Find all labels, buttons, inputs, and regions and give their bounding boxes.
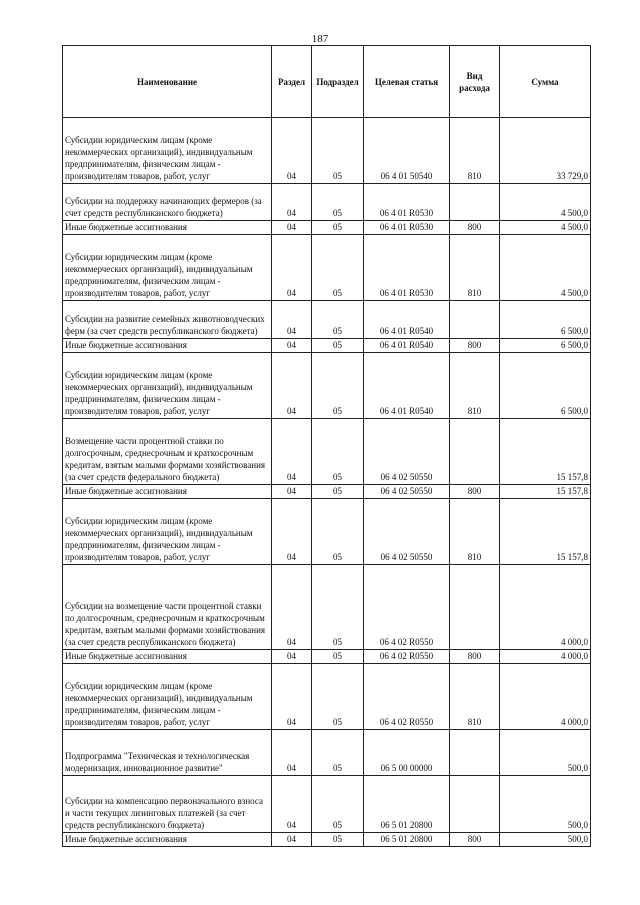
row-expense-type: 810 — [450, 499, 500, 565]
table-row — [63, 419, 591, 485]
row-target: 06 4 01 R0540 — [364, 301, 450, 339]
row-name: Иные бюджетные ассигнования — [63, 221, 272, 235]
row-sum: 500,0 — [500, 833, 591, 847]
row-expense-type — [450, 419, 500, 485]
row-sum: 4 500,0 — [500, 184, 591, 221]
row-subsection: 05 — [312, 776, 364, 833]
table-row — [63, 730, 591, 776]
budget-table — [62, 45, 591, 847]
row-subsection: 05 — [312, 499, 364, 565]
row-target: 06 4 01 R0530 — [364, 184, 450, 221]
table-row — [63, 339, 591, 353]
row-section: 04 — [272, 235, 312, 301]
row-sum: 6 500,0 — [500, 353, 591, 419]
row-subsection: 05 — [312, 730, 364, 776]
table-row — [63, 833, 591, 847]
row-subsection: 05 — [312, 235, 364, 301]
row-sum: 500,0 — [500, 776, 591, 833]
row-name: Субсидии юридическим лицам (кроме некоммерческих организаций), индивидуальным предпринимателям, физическим лицам - производителям товаров, работ, услуг — [63, 664, 272, 730]
table-row — [63, 353, 591, 419]
row-name: Иные бюджетные ассигнования — [63, 339, 272, 353]
row-section: 04 — [272, 118, 312, 184]
row-expense-type — [450, 301, 500, 339]
row-section: 04 — [272, 339, 312, 353]
row-sum: 4 000,0 — [500, 664, 591, 730]
row-subsection: 05 — [312, 485, 364, 499]
row-sum: 15 157,8 — [500, 485, 591, 499]
row-section: 04 — [272, 730, 312, 776]
row-subsection: 05 — [312, 118, 364, 184]
row-name: Субсидии на возмещение части процентной ставки по долгосрочным, среднесрочным и краткосрочным кредитам, взятым малыми формами хозяйствования (за счет средств республиканского бюджета) — [63, 565, 272, 650]
row-expense-type: 800 — [450, 650, 500, 664]
row-sum: 4 000,0 — [500, 565, 591, 650]
row-expense-type — [450, 730, 500, 776]
row-section: 04 — [272, 565, 312, 650]
row-name: Иные бюджетные ассигнования — [63, 485, 272, 499]
row-expense-type: 810 — [450, 353, 500, 419]
row-expense-type: 800 — [450, 485, 500, 499]
table-row — [63, 499, 591, 565]
row-sum: 6 500,0 — [500, 301, 591, 339]
row-name: Субсидии юридическим лицам (кроме некоммерческих организаций), индивидуальным предпринимателям, физическим лицам - производителям товаров, работ, услуг — [63, 235, 272, 301]
row-target: 06 4 02 50550 — [364, 499, 450, 565]
row-expense-type — [450, 776, 500, 833]
row-section: 04 — [272, 833, 312, 847]
row-section: 04 — [272, 485, 312, 499]
row-name: Субсидии юридическим лицам (кроме некоммерческих организаций), индивидуальным предпринимателям, физическим лицам - производителям товаров, работ, услуг — [63, 353, 272, 419]
row-target: 06 5 01 20800 — [364, 833, 450, 847]
row-section: 04 — [272, 776, 312, 833]
row-target: 06 5 01 20800 — [364, 776, 450, 833]
header-sum: Сумма — [500, 46, 591, 118]
table-row — [63, 184, 591, 221]
table-row — [63, 485, 591, 499]
row-expense-type — [450, 565, 500, 650]
row-target: 06 4 01 R0530 — [364, 235, 450, 301]
row-target: 06 4 01 50540 — [364, 118, 450, 184]
row-target: 06 4 02 50550 — [364, 419, 450, 485]
row-name: Подпрограмма "Техническая и технологическая модернизация, инновационное развитие" — [63, 730, 272, 776]
row-target: 06 4 02 R0550 — [364, 664, 450, 730]
row-sum: 500,0 — [500, 730, 591, 776]
row-subsection: 05 — [312, 565, 364, 650]
row-subsection: 05 — [312, 221, 364, 235]
row-expense-type: 800 — [450, 221, 500, 235]
row-subsection: 05 — [312, 353, 364, 419]
row-section: 04 — [272, 650, 312, 664]
row-name: Возмещение части процентной ставки по долгосрочным, среднесрочным и краткосрочным кредитам, взятым малыми формами хозяйствования (за счет средств федерального бюджета) — [63, 419, 272, 485]
table-row — [63, 301, 591, 339]
row-subsection: 05 — [312, 339, 364, 353]
header-section: Раздел — [272, 46, 312, 118]
header-target: Целевая статья — [364, 46, 450, 118]
table-header-row — [63, 46, 591, 118]
row-name: Иные бюджетные ассигнования — [63, 650, 272, 664]
row-target: 06 4 02 R0550 — [364, 650, 450, 664]
row-target: 06 4 02 50550 — [364, 485, 450, 499]
row-name: Иные бюджетные ассигнования — [63, 833, 272, 847]
row-target: 06 4 02 R0550 — [364, 565, 450, 650]
row-section: 04 — [272, 419, 312, 485]
table-row — [63, 776, 591, 833]
row-section: 04 — [272, 221, 312, 235]
row-section: 04 — [272, 184, 312, 221]
header-subsection: Подраздел — [312, 46, 364, 118]
row-sum: 15 157,8 — [500, 499, 591, 565]
row-expense-type: 800 — [450, 833, 500, 847]
page-number: 187 — [311, 33, 329, 45]
row-sum: 15 157,8 — [500, 419, 591, 485]
row-section: 04 — [272, 353, 312, 419]
row-subsection: 05 — [312, 184, 364, 221]
table-row — [63, 118, 591, 184]
row-sum: 33 729,0 — [500, 118, 591, 184]
header-expense-type: Вид расхода — [450, 46, 500, 118]
row-sum: 4 500,0 — [500, 221, 591, 235]
table-row — [63, 221, 591, 235]
row-expense-type: 810 — [450, 664, 500, 730]
row-sum: 6 500,0 — [500, 339, 591, 353]
row-expense-type: 810 — [450, 235, 500, 301]
row-section: 04 — [272, 301, 312, 339]
table-row — [63, 650, 591, 664]
row-name: Субсидии юридическим лицам (кроме некоммерческих организаций), индивидуальным предпринимателям, физическим лицам - производителям товаров, работ, услуг — [63, 499, 272, 565]
row-target: 06 4 01 R0530 — [364, 221, 450, 235]
row-target: 06 4 01 R0540 — [364, 339, 450, 353]
row-sum: 4 500,0 — [500, 235, 591, 301]
row-name: Субсидии на поддержку начинающих фермеров (за счет средств республиканского бюджета) — [63, 184, 272, 221]
table-row — [63, 664, 591, 730]
row-expense-type — [450, 184, 500, 221]
header-name: Наименование — [63, 46, 272, 118]
row-subsection: 05 — [312, 650, 364, 664]
row-expense-type: 810 — [450, 118, 500, 184]
row-expense-type: 800 — [450, 339, 500, 353]
row-section: 04 — [272, 664, 312, 730]
table-row — [63, 565, 591, 650]
row-name: Субсидии юридическим лицам (кроме некоммерческих организаций), индивидуальным предпринимателям, физическим лицам - производителям товаров, работ, услуг — [63, 118, 272, 184]
row-subsection: 05 — [312, 301, 364, 339]
row-name: Субсидии на развитие семейных животноводческих ферм (за счет средств республиканского бюджета) — [63, 301, 272, 339]
row-name: Субсидии на компенсацию первоначального взноса и части текущих лизинговых платежей (за счет средств республиканского бюджета) — [63, 776, 272, 833]
row-sum: 4 000,0 — [500, 650, 591, 664]
row-section: 04 — [272, 499, 312, 565]
table-row — [63, 235, 591, 301]
row-target: 06 5 00 00000 — [364, 730, 450, 776]
row-subsection: 05 — [312, 419, 364, 485]
row-subsection: 05 — [312, 833, 364, 847]
row-subsection: 05 — [312, 664, 364, 730]
row-target: 06 4 01 R0540 — [364, 353, 450, 419]
